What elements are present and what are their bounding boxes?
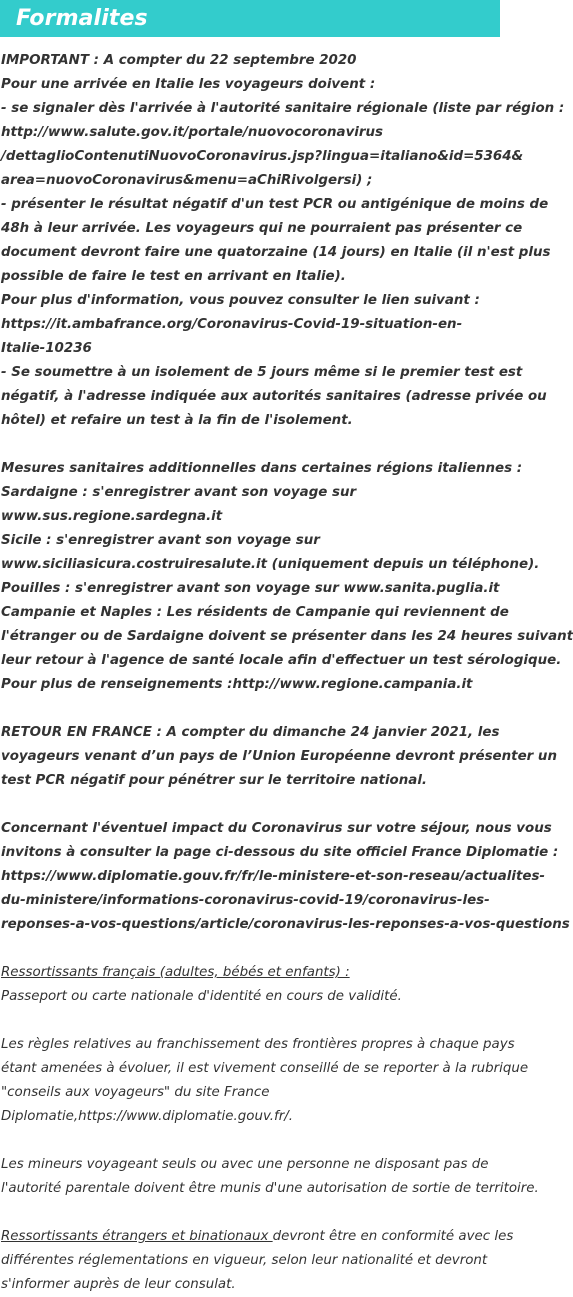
text-line: négatif, à l'adresse indiquée aux autorités sanitaires (adresse privée ou [1,389,547,404]
text-line: Pour plus de renseignements :http://www.regione.campania.it [1,677,473,692]
text-line: - Se soumettre à un isolement de 5 jours même si le premier test est [1,365,523,380]
blank-line [1,793,499,817]
section-header [0,0,500,37]
text-line: RETOUR EN FRANCE : A compter du dimanche 24 janvier 2021, les [1,725,500,740]
blank-line [1,697,499,721]
foreign-nationals-text: devront être en conformité avec les [272,1229,514,1244]
text-line: Sicile : s'enregistrer avant son voyage sur [1,533,320,548]
foreign-nationals-heading: Ressortissants étrangers et binationaux [1,1229,273,1244]
text-line: Mesures sanitaires additionnelles dans certaines régions italiennes : [1,461,523,476]
text-line: - présenter le résultat négatif d'un test PCR ou antigénique de moins de [1,197,549,212]
border-rules-block [1,1033,529,1129]
text-line: différentes réglementations en vigueur, selon leur nationalité et devront [1,1253,488,1268]
text-line: étant amenées à évoluer, il est vivement conseillé de se reporter à la rubrique [1,1061,529,1076]
text-line: www.siciliasicura.costruiresalute.it (uniquement depuis un téléphone). [1,557,540,572]
text-line: /dettaglioContenutiNuovoCoronavirus.jsp?lingua=italiano&id=5364& [1,149,524,164]
text-line: invitons à consulter la page ci-dessous du site officiel France Diplomatie : [1,845,559,860]
text-line: www.sus.regione.sardegna.it [1,509,223,524]
spacer [1,937,499,961]
text-line: Italie-10236 [1,341,92,356]
text-line: document devront faire une quatorzaine (14 jours) en Italie (il n'est plus [1,245,551,260]
french-nationals-heading: Ressortissants français (adultes, bébés et enfants) : [1,965,350,980]
text-line: Les mineurs voyageant seuls ou avec une personne ne disposant pas de [1,1157,489,1172]
text-line: Diplomatie,https://www.diplomatie.gouv.fr/. [1,1109,294,1124]
spacer [1,1009,499,1033]
spacer [1,1129,499,1153]
french-nationals-text: Passeport ou carte nationale d'identité en cours de validité. [1,989,402,1004]
text-line: Concernant l'éventuel impact du Coronavirus sur votre séjour, nous vous [1,821,552,836]
text-line: https://www.diplomatie.gouv.fr/fr/le-ministere-et-son-reseau/actualites- [1,869,545,884]
text-line: possible de faire le test en arrivant en Italie). [1,269,346,284]
text-line: reponses-a-vos-questions/article/coronavirus-les-reponses-a-vos-questions [1,917,570,932]
text-line: Les règles relatives au franchissement des frontières propres à chaque pays [1,1037,515,1052]
text-line: Sardaigne : s'enregistrer avant son voyage sur [1,485,357,500]
text-line: leur retour à l'agence de santé locale afin d'effectuer un test sérologique. [1,653,562,668]
text-line: test PCR négatif pour pénétrer sur le territoire national. [1,773,427,788]
text-line: Pouilles : s'enregistrer avant son voyage sur www.sanita.puglia.it [1,581,500,596]
text-line: - se signaler dès l'arrivée à l'autorité sanitaire régionale (liste par région : [1,101,565,116]
text-line: https://it.ambafrance.org/Coronavirus-Covid-19-situation-en- [1,317,463,332]
text-line: s'informer auprès de leur consulat. [1,1277,236,1292]
text-line: l'autorité parentale doivent être munis d'une autorisation de sortie de territoire. [1,1181,539,1196]
text-line: http://www.salute.gov.it/portale/nuovocoronavirus [1,125,384,140]
blank-line [1,433,499,457]
text-line: "conseils aux voyageurs" du site France [1,1085,270,1100]
text-line: du-ministere/informations-coronavirus-covid-19/coronavirus-les- [1,893,490,908]
spacer [1,1201,499,1225]
text-line: l'étranger ou de Sardaigne doivent se présenter dans les 24 heures suivant [1,629,573,644]
text-line: voyageurs venant d’un pays de l’Union Européenne devront présenter un [1,749,557,764]
text-line [1,1225,514,1249]
minors-block [1,1153,539,1201]
text-line: Pour plus d'information, vous pouvez consulter le lien suivant : [1,293,480,308]
text-line: area=nuovoCoronavirus&menu=aChiRivolgersi) ; [1,173,373,188]
text-line: Pour une arrivée en Italie les voyageurs doivent : [1,77,376,92]
foreign-nationals-block [1,1225,514,1297]
text-line: 48h à leur arrivée. Les voyageurs qui ne pourraient pas présenter ce [1,221,523,236]
formalities-content [0,37,573,1297]
text-line: IMPORTANT : A compter du 22 septembre 2020 [1,53,357,68]
french-nationals-block [1,961,499,1009]
section-title: Formalites [16,6,148,31]
text-line: hôtel) et refaire un test à la fin de l'isolement. [1,413,353,428]
covid-rules-block [1,49,573,937]
text-line: Campanie et Naples : Les résidents de Campanie qui reviennent de [1,605,509,620]
